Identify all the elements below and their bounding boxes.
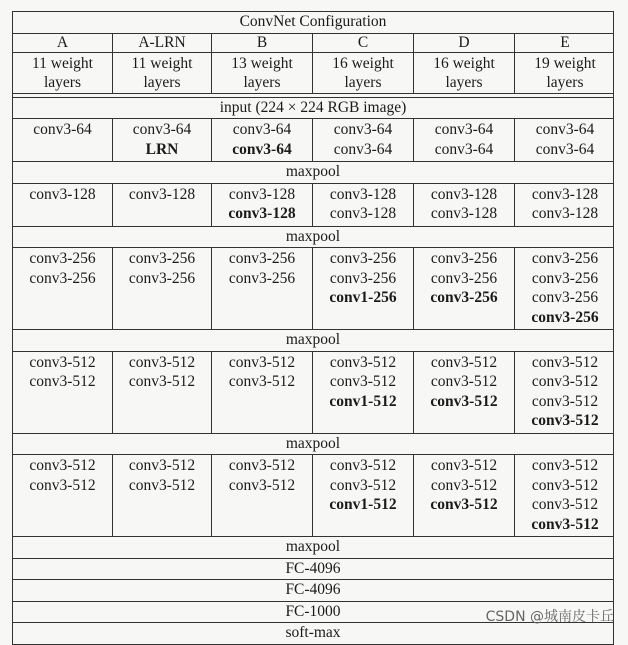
layer-entry: conv3-512 (29, 476, 96, 494)
layer-cell-a-lrn (112, 352, 211, 433)
layer-cell-a (13, 119, 112, 161)
weight-suffix: layers (344, 73, 382, 91)
layer-cell-a-lrn (112, 184, 211, 226)
config-name-d: D (413, 34, 514, 52)
fc-row: FC-4096 (13, 579, 613, 601)
layer-cell-a-lrn (112, 119, 211, 161)
layer-entry: conv3-512 (531, 476, 599, 494)
layer-entry: conv3-512 (531, 457, 599, 474)
layer-entry: conv3-512 (228, 457, 296, 474)
layer-group-row (13, 183, 613, 226)
layer-entry: conv3-512 (430, 476, 498, 494)
layer-group-row (13, 247, 613, 329)
layer-entry: conv3-256 (228, 269, 296, 287)
softmax-row: soft-max (13, 622, 613, 644)
maxpool-row: maxpool (13, 226, 613, 248)
layer-entry: conv3-512 (430, 353, 498, 371)
weight-count: 16 weight (433, 54, 495, 72)
weight-count: 19 weight (534, 54, 596, 72)
weight-suffix: layers (546, 73, 584, 91)
layer-cell-e (514, 248, 615, 329)
layer-entry: conv3-256 (29, 250, 96, 267)
layer-entry: conv1-512 (329, 392, 397, 410)
weight-suffix: layers (243, 73, 281, 91)
layer-entry: conv3-512 (329, 373, 397, 390)
layer-entry: conv3-256 (430, 289, 498, 306)
layer-entry: conv3-512 (430, 457, 498, 474)
config-name-a: A (56, 33, 69, 51)
layer-entry: conv3-256 (329, 269, 397, 287)
layer-entry: conv3-64 (232, 140, 292, 158)
layer-cell-d (413, 119, 514, 161)
layer-entry: LRN (145, 140, 179, 158)
layer-entry: conv3-256 (128, 250, 196, 267)
layer-cell-d (413, 352, 514, 433)
maxpool-row: maxpool (13, 536, 613, 558)
fc-row: FC-4096 (13, 558, 613, 580)
layer-entry: conv3-64 (232, 121, 292, 138)
config-name-b: B (211, 34, 312, 52)
weight-count: 11 weight (131, 54, 193, 72)
fc-row: FC-1000 (13, 601, 613, 623)
layer-cell-a-lrn (112, 455, 211, 536)
maxpool-row: maxpool (13, 329, 613, 351)
config-name-row (13, 33, 613, 52)
layer-entry: conv3-512 (531, 353, 599, 371)
layer-entry: conv3-256 (531, 289, 599, 306)
layer-cell-a (13, 455, 112, 536)
layer-entry: conv3-64 (132, 121, 192, 138)
layer-entry: conv3-512 (329, 476, 397, 494)
config-name-c: C (312, 34, 413, 52)
layer-group-row (13, 351, 613, 433)
layer-cell-c (312, 455, 413, 536)
layer-entry: conv3-512 (128, 457, 196, 474)
layer-entry: conv3-512 (128, 353, 196, 371)
weight-count: 13 weight (231, 54, 293, 72)
layer-cell-b (211, 184, 312, 226)
layer-entry: conv3-512 (29, 457, 96, 474)
maxpool-row: maxpool (13, 161, 613, 183)
layer-entry: conv3-512 (228, 353, 296, 371)
layer-cell-d (413, 455, 514, 536)
layer-entry: conv3-512 (29, 373, 96, 390)
layer-entry: conv3-512 (531, 496, 599, 513)
layer-cell-a (13, 248, 112, 329)
weight-layers-a-lrn (112, 53, 211, 93)
layer-entry: conv3-128 (29, 185, 96, 203)
weight-layers-row (13, 52, 613, 93)
layer-entry: conv3-512 (531, 515, 599, 533)
layer-entry: conv3-64 (535, 140, 595, 158)
layer-entry: conv3-128 (228, 185, 296, 203)
table-body-block (12, 97, 614, 645)
layer-cell-a (13, 184, 112, 226)
weight-layers-e (514, 53, 615, 93)
weight-layers-b (211, 53, 312, 93)
layer-entry: conv3-64 (33, 121, 92, 138)
weight-suffix: layers (43, 73, 81, 91)
layer-cell-d (413, 184, 514, 226)
layer-cell-e (514, 184, 615, 226)
weight-suffix: layers (143, 73, 181, 91)
layer-entry: conv3-512 (329, 457, 397, 474)
convnet-configuration-table (12, 11, 614, 645)
weight-layers-c (312, 53, 413, 93)
layer-entry: conv3-128 (531, 205, 599, 222)
layer-entry: conv3-256 (531, 269, 599, 287)
layer-entry: conv3-256 (128, 269, 196, 287)
layer-entry: conv3-128 (228, 205, 296, 222)
layer-entry: conv3-256 (531, 308, 599, 326)
weight-count: 16 weight (332, 54, 394, 72)
layer-entry: conv3-128 (329, 185, 397, 203)
layer-entry: conv3-512 (430, 392, 498, 410)
weight-layers-a (13, 53, 112, 93)
layer-cell-b (211, 455, 312, 536)
table-title: ConvNet Configuration (239, 13, 387, 30)
layer-entry: conv3-64 (434, 140, 494, 158)
layer-entry: conv3-128 (128, 185, 196, 203)
layer-cell-e (514, 119, 615, 161)
layer-cell-c (312, 352, 413, 433)
weight-count: 11 weight (32, 54, 93, 72)
weight-layers-d (413, 53, 514, 93)
layer-entry: conv3-512 (128, 476, 196, 494)
layer-entry: conv3-256 (228, 250, 296, 267)
layer-group-row (13, 454, 613, 536)
layer-group-row (13, 118, 613, 161)
layer-entry: conv3-512 (430, 496, 498, 513)
layer-entry: conv3-512 (29, 353, 96, 371)
layer-entry: conv3-128 (531, 185, 599, 203)
layer-entry: conv3-512 (329, 353, 397, 371)
config-name-e: E (514, 34, 615, 52)
layer-entry: conv3-64 (333, 140, 393, 158)
layer-cell-a-lrn (112, 248, 211, 329)
layer-entry: conv3-256 (430, 269, 498, 287)
layer-cell-c (312, 119, 413, 161)
layer-cell-e (514, 455, 615, 536)
layer-cell-c (312, 248, 413, 329)
layer-entry: conv3-512 (531, 373, 599, 390)
layer-entry: conv3-128 (329, 205, 397, 222)
layer-entry: conv3-512 (228, 373, 296, 390)
layer-entry: conv3-64 (535, 121, 595, 138)
layer-cell-d (413, 248, 514, 329)
config-name-a-lrn: A-LRN (112, 34, 211, 52)
layer-cell-a (13, 352, 112, 433)
layer-entry: conv3-64 (333, 121, 393, 138)
layer-entry: conv3-512 (531, 412, 599, 429)
layer-cell-b (211, 119, 312, 161)
layer-cell-e (514, 352, 615, 433)
layer-entry: conv3-128 (430, 205, 498, 222)
layer-entry: conv3-512 (430, 373, 498, 390)
layer-cell-b (211, 352, 312, 433)
watermark: CSDN @城南皮卡丘 (485, 609, 614, 625)
layer-entry: conv3-512 (531, 392, 599, 410)
layer-cell-c (312, 184, 413, 226)
layer-entry: conv1-256 (329, 289, 397, 306)
layer-entry: conv1-512 (329, 496, 397, 513)
layer-entry: conv3-64 (434, 121, 494, 138)
layer-entry: conv3-256 (329, 250, 397, 267)
layer-entry: conv3-512 (228, 476, 296, 494)
layer-entry: conv3-128 (430, 185, 498, 203)
table-header-block (12, 11, 614, 94)
maxpool-row: maxpool (13, 433, 613, 455)
weight-suffix: layers (445, 73, 483, 91)
layer-cell-b (211, 248, 312, 329)
layer-entry: conv3-256 (430, 250, 498, 267)
layer-entry: conv3-256 (531, 250, 599, 267)
layer-entry: conv3-256 (29, 269, 96, 287)
input-row: input (224 × 224 RGB image) (219, 98, 407, 116)
layer-entry: conv3-512 (128, 373, 196, 390)
